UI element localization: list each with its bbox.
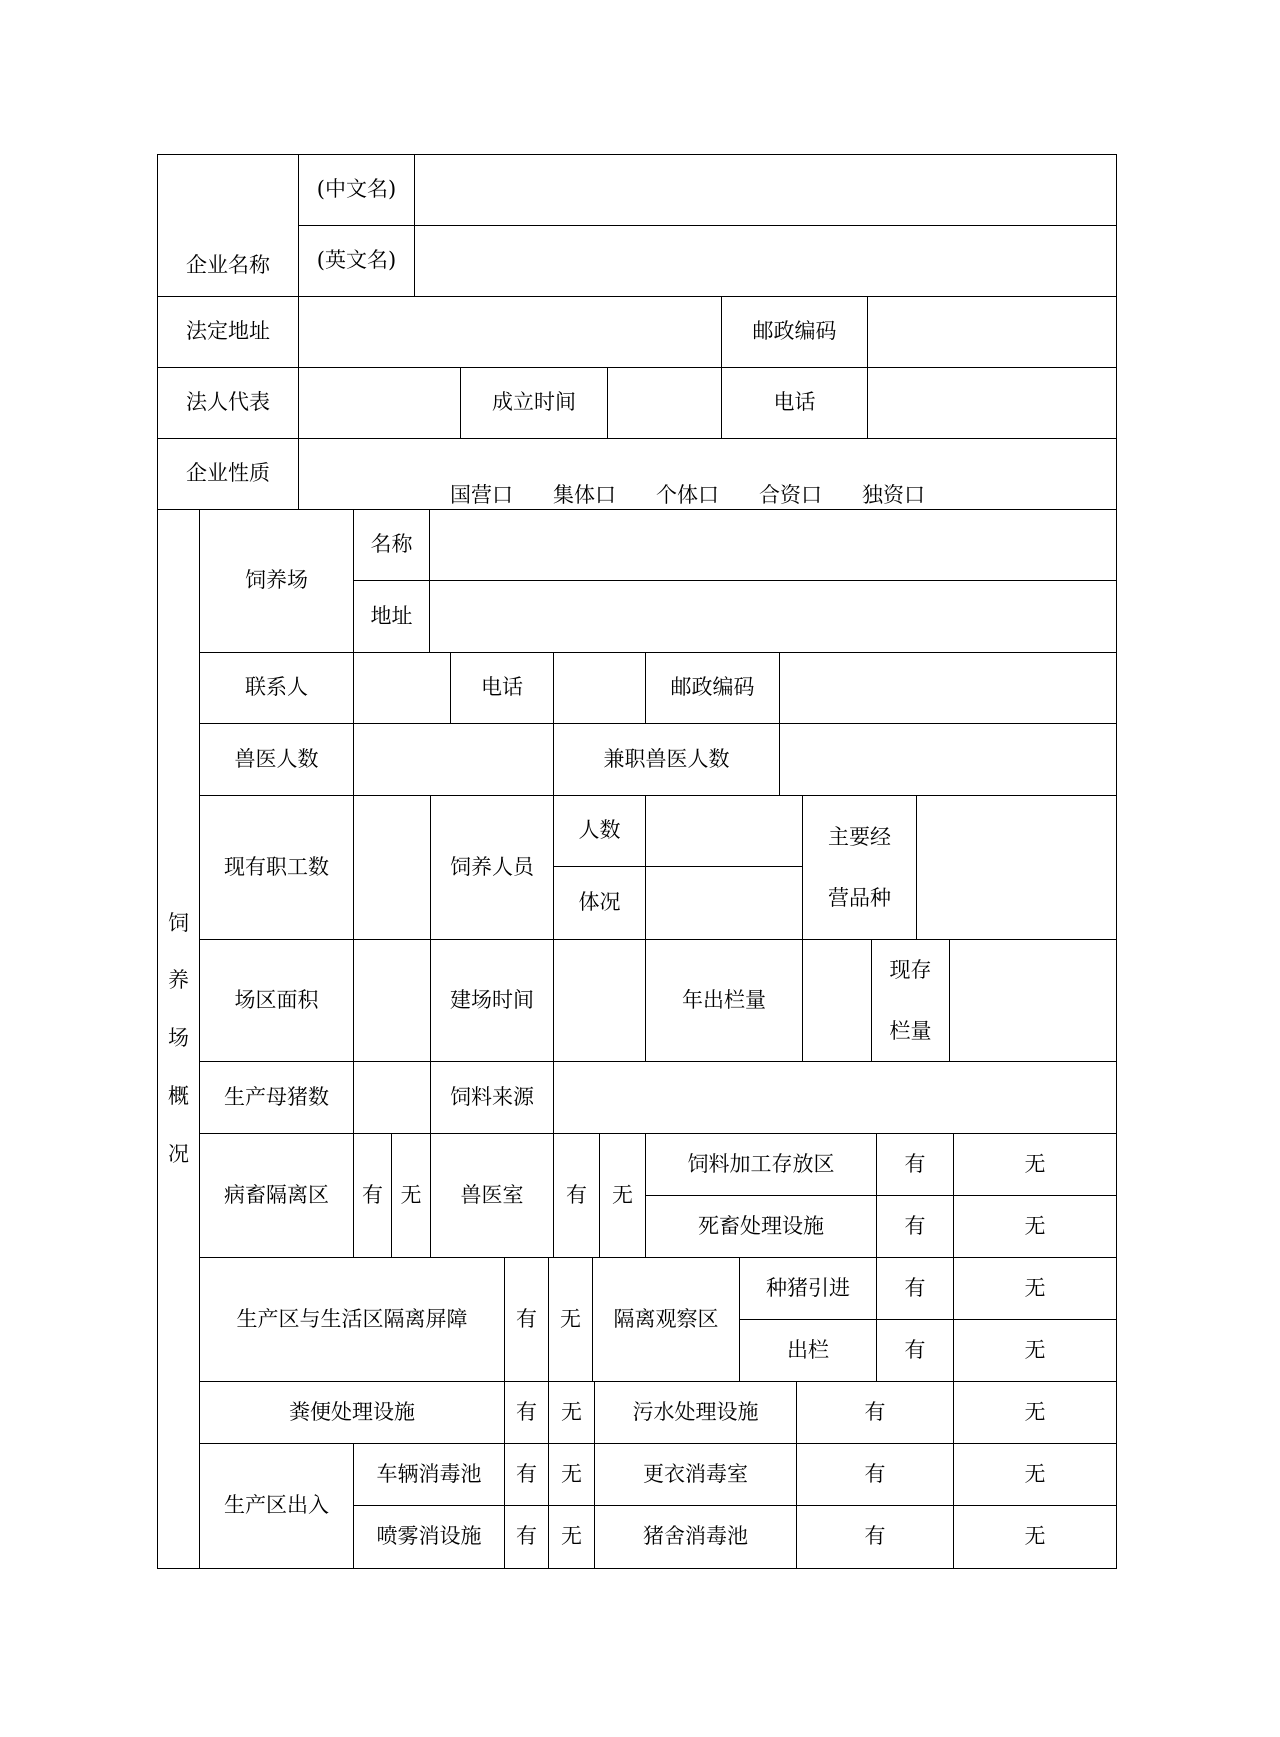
sows-label: 生产母猪数 bbox=[199, 1061, 354, 1134]
sewage-no[interactable]: 无 bbox=[953, 1381, 1117, 1444]
area-label: 场区面积 bbox=[199, 939, 354, 1062]
vet-room-yes[interactable]: 有 bbox=[553, 1133, 600, 1258]
farm-overview-label bbox=[157, 509, 200, 1569]
vehicle-pool-label: 车辆消毒池 bbox=[353, 1443, 505, 1506]
feed-source-label: 饲料来源 bbox=[430, 1061, 554, 1134]
nature-option-collective[interactable]: 集体口 bbox=[553, 483, 616, 507]
pigsty-pool-label: 猪舍消毒池 bbox=[594, 1505, 797, 1569]
chinese-name-label: (中文名) bbox=[298, 154, 415, 226]
main-breed-label bbox=[802, 795, 917, 940]
enterprise-nature-options bbox=[450, 479, 970, 509]
health-field[interactable] bbox=[645, 866, 803, 940]
farm-name-label: 名称 bbox=[353, 509, 430, 581]
barrier-yes[interactable]: 有 bbox=[504, 1257, 549, 1382]
health-label: 体况 bbox=[553, 866, 646, 940]
section-char: 况 bbox=[168, 1141, 189, 1166]
spray-no[interactable]: 无 bbox=[548, 1505, 595, 1569]
founded-label: 成立时间 bbox=[460, 367, 608, 439]
feed-processing-no[interactable]: 无 bbox=[953, 1133, 1117, 1196]
vehicle-pool-no[interactable]: 无 bbox=[548, 1443, 595, 1506]
breeding-intro-no[interactable]: 无 bbox=[953, 1257, 1117, 1320]
manure-yes[interactable]: 有 bbox=[504, 1381, 549, 1444]
nature-option-sole[interactable]: 独资口 bbox=[862, 483, 925, 507]
founded-field[interactable] bbox=[607, 367, 722, 439]
dead-disposal-no[interactable]: 无 bbox=[953, 1195, 1117, 1258]
parttime-vet-field[interactable] bbox=[779, 723, 1117, 796]
sick-isolation-label: 病畜隔离区 bbox=[199, 1133, 354, 1258]
vet-count-field[interactable] bbox=[353, 723, 555, 796]
phone-field[interactable] bbox=[867, 367, 1117, 439]
headcount-label: 人数 bbox=[553, 795, 646, 867]
farm-address-field[interactable] bbox=[429, 580, 1117, 653]
build-time-label: 建场时间 bbox=[430, 939, 554, 1062]
enterprise-nature-label: 企业性质 bbox=[157, 438, 299, 510]
main-breed-line: 主要经 bbox=[828, 824, 891, 849]
contact-field[interactable] bbox=[353, 652, 451, 724]
area-field[interactable] bbox=[353, 939, 431, 1062]
legal-rep-label: 法人代表 bbox=[157, 367, 299, 439]
breeders-label: 饲养人员 bbox=[430, 795, 554, 940]
section-char: 饲 bbox=[168, 910, 189, 935]
farm-postcode-label: 邮政编码 bbox=[645, 652, 780, 724]
legal-rep-field[interactable] bbox=[298, 367, 461, 439]
spray-label: 喷雾消设施 bbox=[353, 1505, 505, 1569]
vet-room-label: 兽医室 bbox=[430, 1133, 554, 1258]
changing-room-label: 更衣消毒室 bbox=[594, 1443, 797, 1506]
pigsty-pool-yes[interactable]: 有 bbox=[796, 1505, 954, 1569]
vehicle-pool-yes[interactable]: 有 bbox=[504, 1443, 549, 1506]
dead-disposal-yes[interactable]: 有 bbox=[876, 1195, 954, 1258]
phone-label: 电话 bbox=[721, 367, 868, 439]
changing-room-no[interactable]: 无 bbox=[953, 1443, 1117, 1506]
contact-label: 联系人 bbox=[199, 652, 354, 724]
legal-address-field[interactable] bbox=[298, 296, 722, 368]
enterprise-name-label: 企业名称 bbox=[157, 154, 299, 297]
outbound-label: 出栏 bbox=[739, 1319, 877, 1382]
section-char: 养 bbox=[168, 968, 189, 993]
postcode-label: 邮政编码 bbox=[721, 296, 868, 368]
headcount-field[interactable] bbox=[645, 795, 803, 867]
barrier-no[interactable]: 无 bbox=[548, 1257, 593, 1382]
manure-label: 粪便处理设施 bbox=[199, 1381, 505, 1444]
breeding-intro-yes[interactable]: 有 bbox=[876, 1257, 954, 1320]
farm-name-field[interactable] bbox=[429, 509, 1117, 581]
entrance-label: 生产区出入 bbox=[199, 1443, 354, 1569]
breeding-intro-label: 种猪引进 bbox=[739, 1257, 877, 1320]
vet-count-label: 兽医人数 bbox=[199, 723, 354, 796]
parttime-vet-label: 兼职兽医人数 bbox=[553, 723, 780, 796]
nature-option-individual[interactable]: 个体口 bbox=[656, 483, 719, 507]
main-breed-field[interactable] bbox=[916, 795, 1117, 940]
stock-label bbox=[871, 939, 950, 1062]
english-name-label: (英文名) bbox=[298, 225, 415, 297]
changing-room-yes[interactable]: 有 bbox=[796, 1443, 954, 1506]
farm-phone-field[interactable] bbox=[553, 652, 646, 724]
section-char: 概 bbox=[168, 1083, 189, 1108]
outbound-no[interactable]: 无 bbox=[953, 1319, 1117, 1382]
staff-count-field[interactable] bbox=[353, 795, 431, 940]
sewage-label: 污水处理设施 bbox=[594, 1381, 797, 1444]
english-name-field[interactable] bbox=[414, 225, 1117, 297]
annual-output-label: 年出栏量 bbox=[645, 939, 803, 1062]
section-char: 场 bbox=[168, 1026, 189, 1051]
spray-yes[interactable]: 有 bbox=[504, 1505, 549, 1569]
sewage-yes[interactable]: 有 bbox=[796, 1381, 954, 1444]
dead-disposal-label: 死畜处理设施 bbox=[645, 1195, 877, 1258]
annual-output-field[interactable] bbox=[802, 939, 872, 1062]
manure-no[interactable]: 无 bbox=[548, 1381, 595, 1444]
staff-count-label: 现有职工数 bbox=[199, 795, 354, 940]
sick-isolation-no[interactable]: 无 bbox=[391, 1133, 431, 1258]
barrier-label: 生产区与生活区隔离屏障 bbox=[199, 1257, 505, 1382]
stock-line: 栏量 bbox=[889, 1018, 932, 1043]
sows-field[interactable] bbox=[353, 1061, 431, 1134]
postcode-field[interactable] bbox=[867, 296, 1117, 368]
chinese-name-field[interactable] bbox=[414, 154, 1117, 226]
feed-source-field[interactable] bbox=[553, 1061, 1117, 1134]
legal-address-label: 法定地址 bbox=[157, 296, 299, 368]
stock-line: 现存 bbox=[889, 957, 932, 982]
pigsty-pool-no[interactable]: 无 bbox=[953, 1505, 1117, 1569]
main-breed-line: 营品种 bbox=[828, 885, 891, 910]
feed-processing-label: 饲料加工存放区 bbox=[645, 1133, 877, 1196]
stock-field[interactable] bbox=[949, 939, 1117, 1062]
registration-form bbox=[158, 155, 1118, 1570]
outbound-yes[interactable]: 有 bbox=[876, 1319, 954, 1382]
nature-option-state[interactable]: 国营口 bbox=[450, 483, 513, 507]
farm-postcode-field[interactable] bbox=[779, 652, 1117, 724]
sick-isolation-yes[interactable]: 有 bbox=[353, 1133, 392, 1258]
farm-address-label: 地址 bbox=[353, 580, 430, 653]
farm-phone-label: 电话 bbox=[450, 652, 554, 724]
build-time-field[interactable] bbox=[553, 939, 646, 1062]
nature-option-joint[interactable]: 合资口 bbox=[759, 483, 822, 507]
farm-label: 饲养场 bbox=[199, 509, 354, 653]
feed-processing-yes[interactable]: 有 bbox=[876, 1133, 954, 1196]
observation-label: 隔离观察区 bbox=[592, 1257, 740, 1382]
vet-room-no[interactable]: 无 bbox=[599, 1133, 646, 1258]
